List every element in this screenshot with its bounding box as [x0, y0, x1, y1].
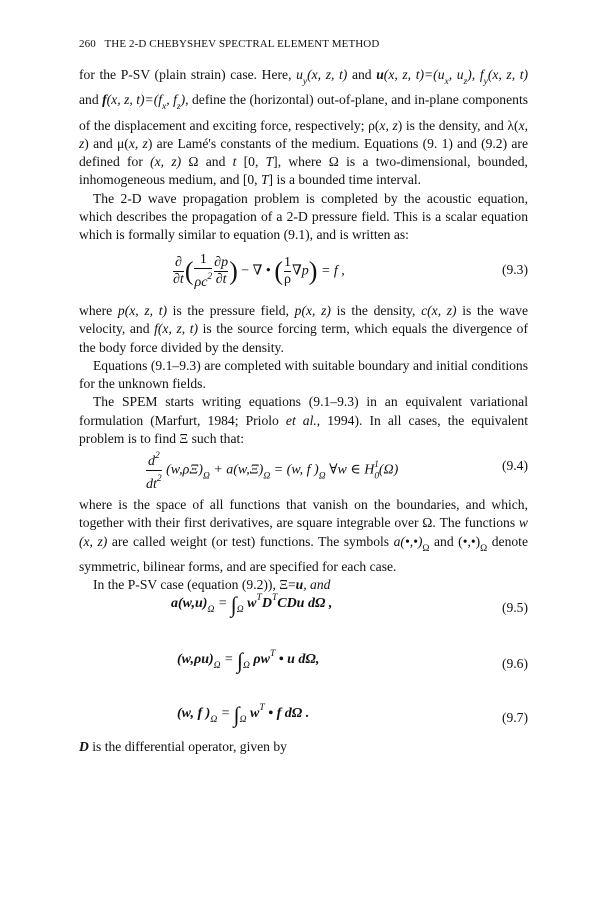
text-run: and	[79, 92, 103, 108]
transpose: T	[271, 593, 278, 603]
subscript: Ω	[480, 543, 488, 554]
text-run: ] is a bounded time interval.	[268, 172, 422, 188]
equation-9-3	[79, 252, 528, 292]
lhs: (w,ρu)	[177, 652, 214, 667]
rho-w: ρw	[253, 652, 270, 667]
et-al: et al.	[285, 412, 317, 428]
equation-number: (9.3)	[501, 262, 528, 277]
equation-number: (9.4)	[501, 458, 528, 473]
superscript: 2	[207, 272, 213, 282]
subscript: 0	[374, 471, 380, 482]
numerator: 1	[199, 252, 207, 267]
vector-w: w	[250, 706, 260, 721]
grad-p: ∇p	[292, 263, 309, 279]
integrand: • f dΩ .	[264, 706, 310, 721]
subscript: Ω	[318, 471, 326, 482]
bilinear-form: + a(w,Ξ)	[209, 462, 264, 478]
subscript: Ω	[422, 543, 430, 554]
denominator: ∂t	[215, 272, 227, 287]
subscript: z	[176, 102, 181, 113]
text-run: Ω and	[181, 154, 233, 170]
var-w: w	[518, 515, 528, 531]
text-run: ], where Ω is a two-dimensional, bounded, inhomogeneous medium, and [0,	[79, 154, 528, 188]
integral-sign: ∫	[233, 702, 240, 727]
args: (x, z, t)	[487, 67, 529, 82]
integral-domain: Ω	[236, 605, 244, 615]
paragraph-block-2	[79, 302, 528, 448]
superscript: 2	[156, 474, 162, 484]
vector-u: u	[295, 577, 304, 593]
paragraph-4: Equations (9.1–9.3) are completed with suitable boundary and initial conditions for the unknown fields.	[79, 357, 528, 392]
text-run: where	[79, 303, 118, 318]
args: p(x, z)	[294, 303, 331, 318]
args: p(x, z, t)	[117, 303, 167, 318]
transpose: T	[259, 703, 265, 713]
vector-u: u	[376, 67, 384, 82]
form-a: a(•,•)	[393, 533, 423, 549]
text-run: , and	[303, 577, 331, 593]
subscript: Ω	[213, 661, 221, 671]
superscript: 2	[154, 451, 160, 461]
fraction-dp-dt	[214, 255, 228, 288]
paren-close: )	[229, 256, 238, 286]
var-T: T	[260, 172, 269, 188]
denominator: ρ	[284, 272, 292, 287]
args: (x, z)	[79, 533, 108, 549]
subscript: Ω	[202, 471, 210, 482]
minus-divergence: − ∇ •	[241, 263, 271, 279]
args: (x, z, t)	[307, 67, 348, 82]
subscript: Ω	[263, 471, 271, 482]
subscript: x	[444, 77, 449, 87]
vector-f: f	[102, 92, 107, 108]
text-run: and (•,•)	[429, 533, 481, 549]
var-t: t	[232, 154, 237, 170]
paragraph-6	[79, 496, 528, 576]
subscript: Ω	[207, 605, 215, 615]
equation-number: (9.7)	[501, 710, 528, 725]
u-def: (x, z, t)=(u	[383, 67, 445, 82]
subscript: y	[302, 77, 308, 87]
integrand: • u dΩ,	[275, 652, 320, 667]
subscript: z	[463, 77, 468, 87]
superscript: 1	[374, 459, 379, 470]
fraction-d2-dt2	[146, 448, 162, 493]
transpose: T	[269, 649, 276, 659]
numerator: ∂	[174, 255, 182, 270]
f-def: , f	[166, 92, 177, 108]
paragraph-5	[79, 393, 528, 448]
denominator: dt	[146, 477, 157, 492]
text-run: ) and μ(	[84, 135, 129, 151]
equation-9-4	[79, 448, 528, 492]
denominator: ∂t	[173, 272, 184, 287]
equals: =	[214, 596, 231, 611]
inner-product: (w,ρΞ)	[166, 462, 203, 478]
page-number: 260	[79, 38, 96, 50]
equation-number: (9.6)	[501, 656, 528, 671]
text-run: In the P-SV case (equation (9.2)), Ξ=	[93, 577, 296, 593]
text-run: denote symmetric, bilinear forms, and are specified for each case.	[79, 533, 528, 574]
paren-close: )	[308, 256, 318, 286]
fraction-1-rhoc2	[194, 252, 212, 291]
paragraph-3	[79, 302, 528, 357]
text-run: and	[347, 67, 377, 82]
text-run: is the differential operator, given by	[88, 739, 287, 754]
equation-9-7	[79, 702, 528, 742]
equation-9-6	[79, 648, 528, 688]
args: x, z	[79, 117, 528, 151]
text-run: [0,	[236, 154, 266, 170]
equals: =	[220, 652, 237, 667]
transpose: T	[256, 593, 262, 603]
text-run: is the wave velocity, and	[79, 303, 528, 337]
integrand: CDu dΩ ,	[277, 596, 333, 611]
subscript: y	[483, 77, 488, 87]
denominator: ρc	[194, 275, 208, 290]
paragraph-1	[79, 66, 528, 245]
text-run: are called weight (or test) functions. The symbols	[107, 533, 394, 549]
integral-sign: ∫	[236, 648, 243, 673]
args: x, z	[379, 117, 398, 133]
lhs: a(w,u)	[171, 596, 208, 611]
paren-open: (	[274, 256, 284, 286]
numerator: ∂p	[214, 255, 229, 270]
var-u: u	[296, 67, 303, 82]
running-header	[79, 38, 379, 50]
paren-open: (	[184, 256, 194, 286]
text-run: is the pressure field,	[167, 303, 295, 318]
domain: (Ω)	[378, 462, 399, 478]
text-run: where is the space of all functions that vanish on the boundaries, and which, together with their first derivatives, are square integrable over Ω. The functions	[79, 497, 528, 531]
var-f: f	[479, 67, 484, 82]
args: x, z	[128, 135, 148, 151]
fraction-1-rho	[284, 255, 291, 288]
text-run: The SPEM starts writing equations (9.1–9.3) in an equivalent variational formulation (Marfurt, 1984; Priolo	[79, 394, 528, 428]
operator-D: D	[261, 596, 272, 611]
integral-domain: Ω	[243, 661, 250, 671]
f-def: (x, z, t)=(f	[106, 92, 163, 108]
vector-w: w	[247, 596, 257, 611]
text-run: is the density,	[330, 303, 422, 318]
paragraph-8	[79, 738, 528, 756]
text-run: ) are Lamé's constants of the medium. Equations (9. 1) and (9.2) are defined for	[79, 135, 528, 170]
text-run: ) is the density, and λ(	[397, 117, 519, 133]
u-def: , u	[448, 67, 464, 82]
subscript: Ω	[210, 715, 218, 725]
running-title: THE 2-D CHEBYSHEV SPECTRAL ELEMENT METHOD	[104, 38, 380, 50]
args: c(x, z)	[421, 303, 457, 318]
f-def: ),	[180, 92, 189, 108]
text-run: define the (horizontal) out-of-plane, and in-plane components of the displacement and exciting force, respectively; ρ(	[79, 92, 529, 133]
numerator: d	[147, 454, 155, 469]
args: (x, z)	[150, 154, 182, 170]
equation-9-5	[79, 592, 528, 632]
inner-product-f: = (w, f )	[270, 462, 319, 478]
integral-sign: ∫	[230, 592, 237, 617]
text-run: , 1994). In all cases, the equivalent problem is to find Ξ such that:	[79, 412, 528, 447]
equation-number: (9.5)	[501, 600, 528, 615]
equals: =	[217, 706, 234, 721]
subscript: x	[162, 102, 167, 113]
numerator: 1	[284, 255, 292, 270]
var-T: T	[265, 154, 274, 170]
operator-D: D	[79, 739, 89, 754]
integral-domain: Ω	[239, 715, 247, 725]
paragraph-2: The 2-D wave propagation problem is completed by the acoustic equation, which describes the propagation of a 2-D pressure field. This is a scalar equation which is formally similar to equation (9.1), and is written as:	[79, 190, 528, 243]
rhs: = f ,	[320, 263, 345, 279]
fraction-d-dt	[173, 255, 184, 288]
u-def: ),	[467, 67, 480, 82]
paragraph-block-3	[79, 496, 528, 594]
for-all: ∀w ∈ H	[325, 462, 375, 478]
args: f(x, z, t)	[154, 321, 199, 337]
lhs: (w, f )	[177, 706, 211, 721]
text-run: for the P-SV (plain strain) case. Here,	[79, 67, 297, 82]
text-run: is the source forcing term, which equals the divergence of the body force divided by the density.	[79, 321, 528, 355]
